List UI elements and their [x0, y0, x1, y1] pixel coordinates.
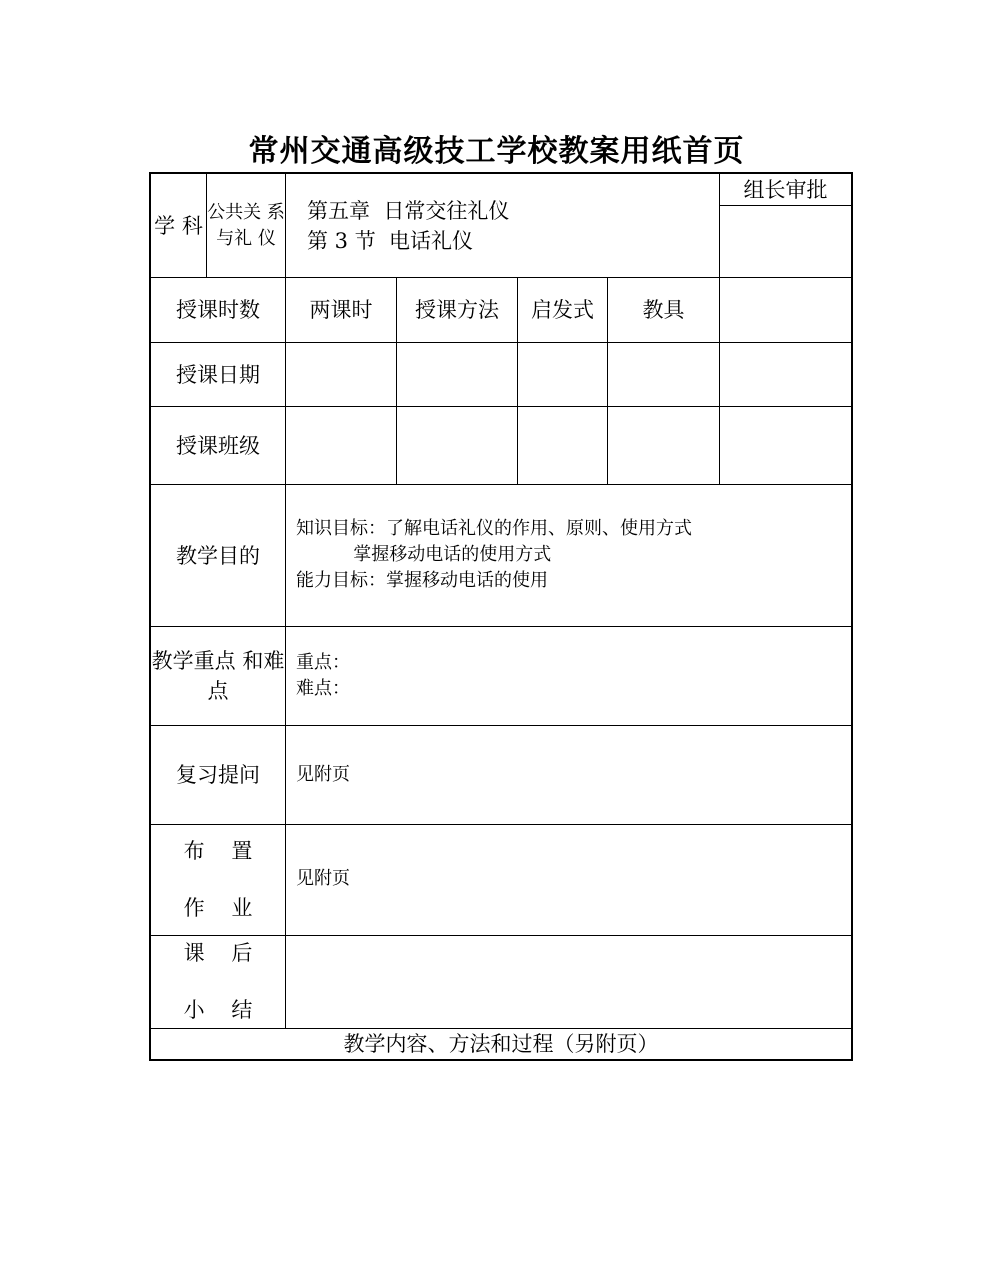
chapter-title: 第五章 日常交往礼仪 第 3 节 电话礼仪: [307, 199, 510, 253]
subject-label: 学 科: [154, 213, 203, 238]
hours-label: 授课时数: [176, 298, 260, 322]
border-bottom: [149, 1059, 853, 1061]
key-points-content: 重点： 难点：: [296, 652, 350, 699]
subject-value: 公共关 系与礼 仪: [207, 201, 285, 249]
objectives-content: 知识目标：了解电话礼仪的作用、原则、使用方式 掌握移动电话的使用方式 能力目标：掌握移动电话的使用: [296, 518, 692, 591]
summary-label: 课 后 小 结: [183, 941, 253, 1022]
method-label: 授课方法: [415, 298, 499, 322]
hours-value: 两课时: [309, 298, 373, 322]
approval-label: 组长审批: [743, 177, 828, 202]
page-title: 常州交通高级技工学校教案用纸首页: [248, 134, 745, 169]
class-label: 授课班级: [176, 433, 260, 458]
review-content: 见附页: [296, 764, 350, 785]
review-label: 复习提问: [176, 763, 260, 787]
tools-value: [720, 278, 851, 342]
lesson-plan-table: [149, 172, 853, 1061]
border-right: [851, 172, 853, 1061]
key-points-label: 教学重点 和难点: [151, 649, 285, 703]
homework-content: 见附页: [296, 868, 350, 889]
date-label: 授课日期: [176, 362, 260, 387]
method-value: 启发式: [531, 298, 594, 322]
objectives-label: 教学目的: [176, 543, 260, 568]
footer-note: 教学内容、方法和过程（另附页）: [343, 1032, 659, 1056]
tools-label: 教具: [642, 298, 685, 322]
approval-value: [720, 206, 851, 277]
homework-label: 布 置 作 业: [183, 839, 253, 920]
